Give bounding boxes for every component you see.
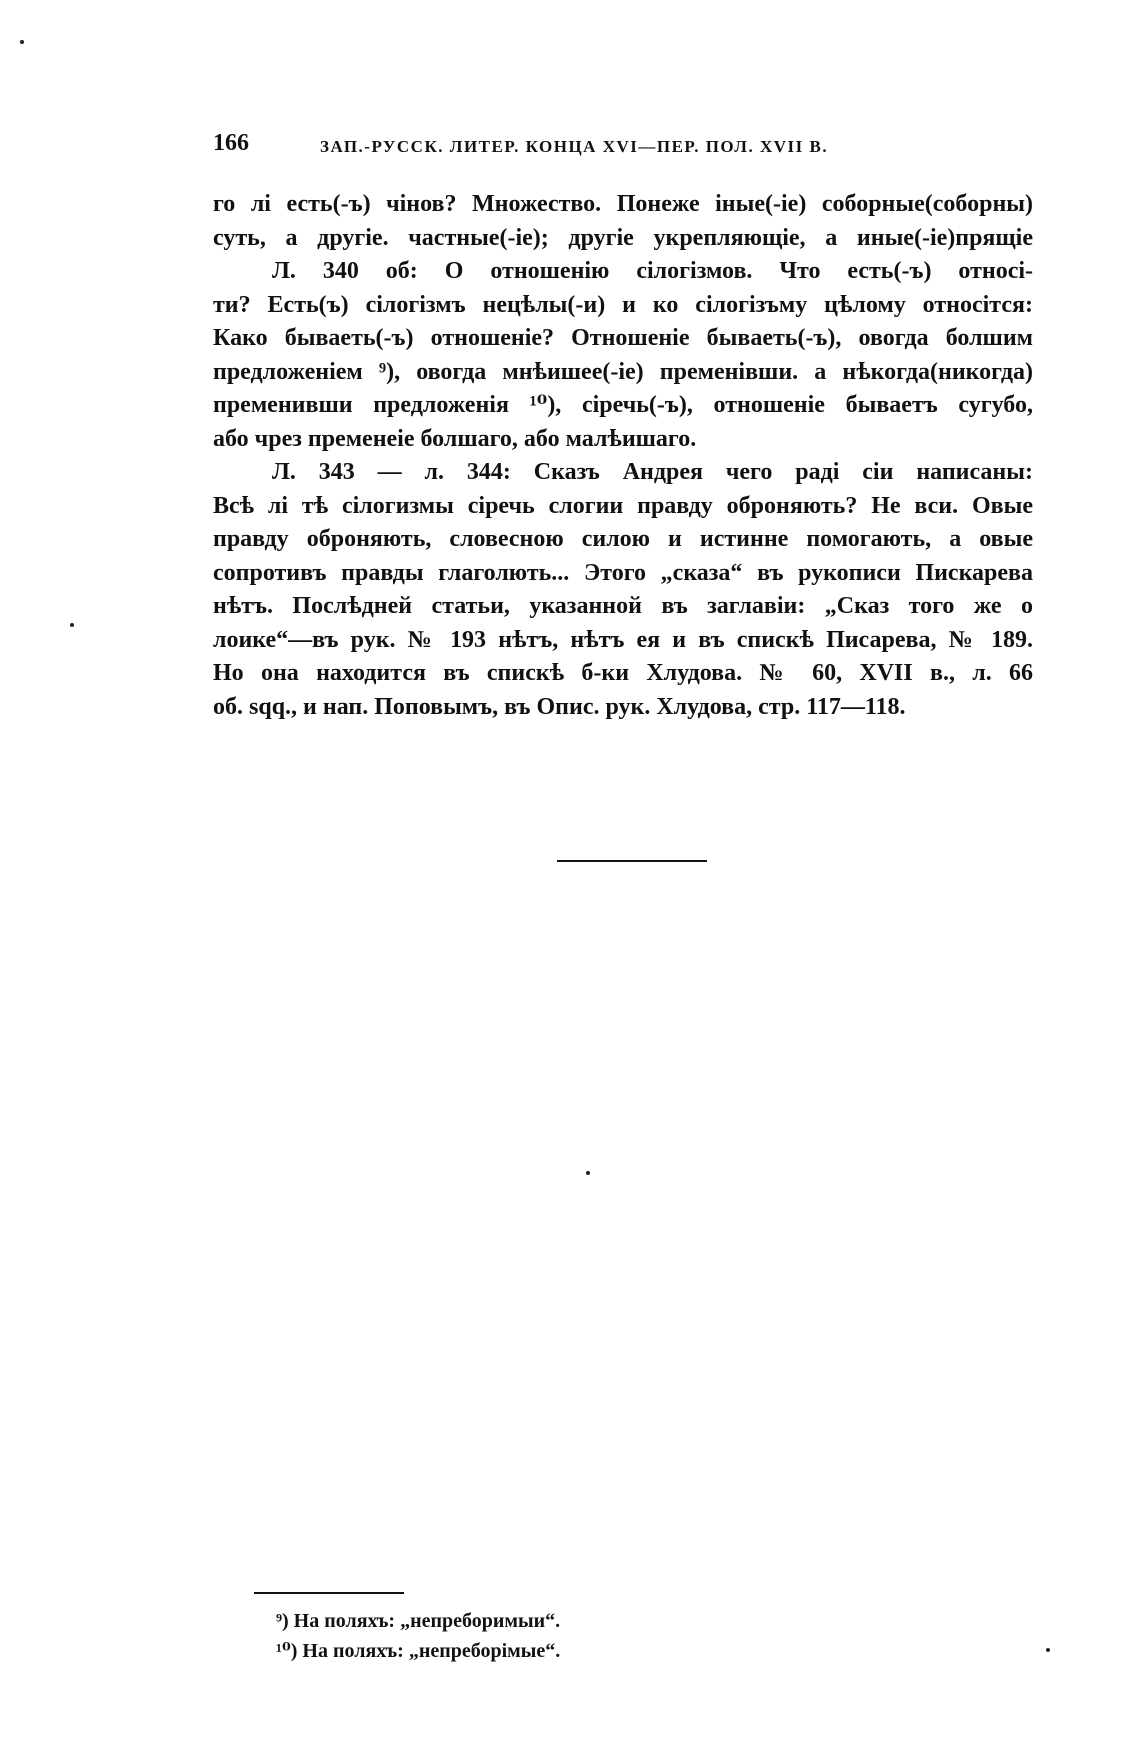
footnote-rule [254,1592,404,1594]
page-number: 166 [213,130,249,156]
text-line: ти? Есть(ъ) сілогізмъ нецѣлы(-и) и ко сілогізъму цѣлому относітся: [213,291,1033,318]
scan-speck [1046,1648,1050,1652]
footnotes [276,1606,976,1666]
text-line: нѣтъ. Послѣдней статьи, указанной въ заглавіи: „Сказ того же о [213,593,1033,619]
scan-speck [586,1171,590,1175]
text-line: або чрез пременеіе болшаго, або малѣишаго. [213,425,697,452]
text-line: го лі есть(-ъ) чінов? Множество. Понеже іные(-іе) соборные(соборны) [213,191,1033,217]
text-line: предложеніем ⁹), овогда мнѣишее(-іе) пременівши. а нѣкогда(никогда) [213,358,1033,385]
footnote: ¹⁰) На поляхъ: „непреборімые“. [276,1640,561,1662]
text-line: Л. 343 — л. 344: Сказъ Андрея чего раді сіи написаны: [272,459,1033,485]
text-line: пременивши предложенія ¹⁰), сіречь(-ъ), отношеніе бываетъ сугубо, [213,392,1033,418]
footnote: ⁹) На поляхъ: „непреборимыи“. [276,1610,561,1632]
scan-speck [20,40,24,44]
text-line: Но она находится въ спискѣ б-ки Хлудова. № 60, XVII в., л. 66 [213,660,1033,686]
text-line: Како бываеть(-ъ) отношеніе? Отношеніе бываеть(-ъ), овогда болшим [213,325,1033,351]
main-text [213,188,1033,724]
text-line: лоике“—въ рук. № 193 нѣтъ, нѣтъ ея и въ спискѣ Писарева, № 189. [213,626,1033,653]
text-line: суть, а другіе. частные(-іе); другіе укрепляющіе, а иные(-іе)прящіе [213,224,1033,251]
text-line: Всѣ лі тѣ сілогизмы сіречь слогии правду оброняють? Не вси. Овые [213,492,1033,519]
text-line: правду оброняють, словесною силою и истинне помогають, а овые [213,526,1033,552]
section-divider [557,860,707,862]
text-line: сопротивъ правды глаголють... Этого „сказа“ въ рукописи Пискарева [213,559,1033,586]
running-title: ЗАП.-РУССК. ЛИТЕР. КОНЦА XVI—ПЕР. ПОЛ. XVII В. [320,137,829,156]
page-header [213,130,1033,164]
text-line: Л. 340 об: О отношенію сілогізмов. Что есть(-ъ) относі- [272,258,1033,284]
text-line: об. sqq., и нап. Поповымъ, въ Опис. рук. Хлудова, стр. 117—118. [213,693,906,720]
scan-speck [70,623,74,627]
